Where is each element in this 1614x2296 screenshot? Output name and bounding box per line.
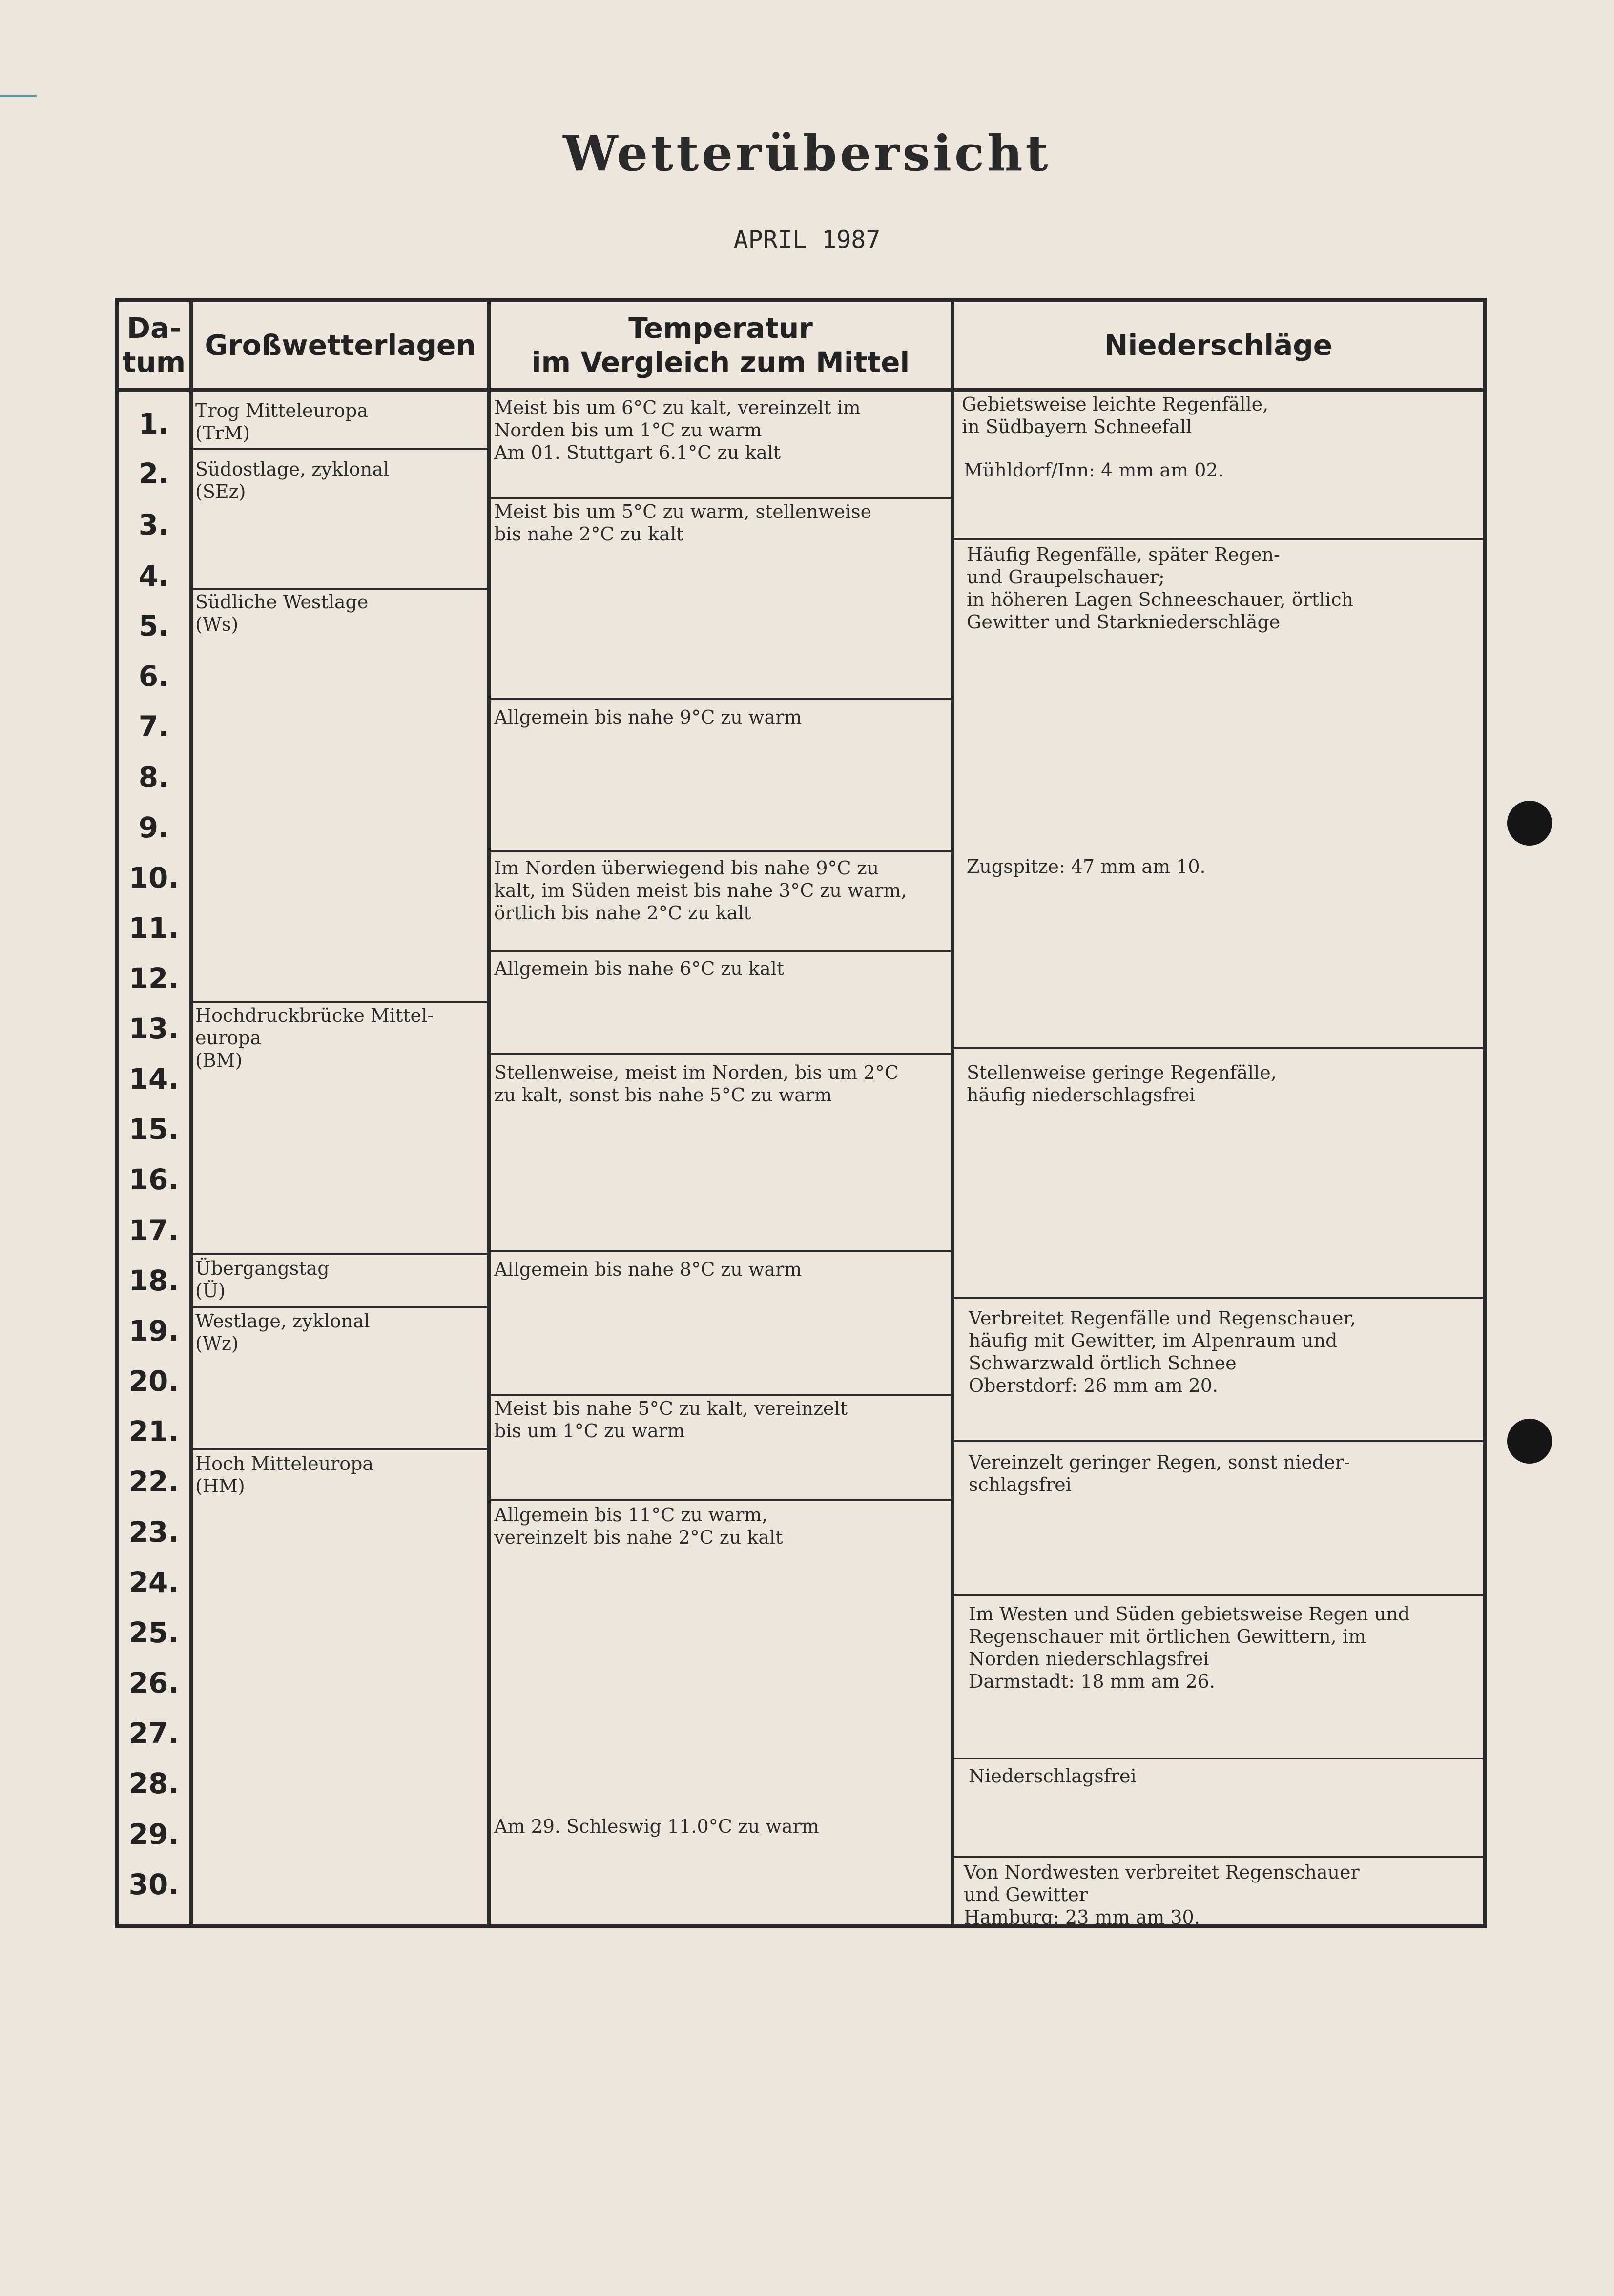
gross-entry-3: Südliche Westlage (Ws) (195, 591, 369, 635)
page-title: Wetterübersicht (563, 124, 1051, 182)
day-18: 18. (128, 1264, 179, 1297)
gross-sep-3 (193, 588, 487, 590)
day-13: 13. (128, 1012, 179, 1045)
day-10: 10. (128, 861, 179, 894)
temp-entry-9: Allgemein bis 11°C zu warm, vereinzelt bis nahe 2°C zu kalt (494, 1504, 783, 1548)
temp-entry-6: Stellenweise, meist im Norden, bis um 2°C zu kalt, sonst bis nahe 5°C zu warm (494, 1062, 899, 1106)
punch-hole-top (1507, 801, 1552, 846)
day-17: 17. (128, 1214, 179, 1247)
nieder-sep-8 (954, 1594, 1483, 1596)
temp-sep-5 (491, 950, 951, 952)
day-24: 24. (128, 1566, 179, 1599)
day-22: 22. (128, 1465, 179, 1498)
day-7: 7. (138, 710, 169, 743)
gross-sep-4 (193, 1001, 487, 1003)
header-grosswetterlagen: Großwetterlagen (205, 328, 476, 362)
margin-mark (0, 95, 37, 97)
day-26: 26. (128, 1666, 179, 1699)
temp-entry-7: Allgemein bis nahe 8°C zu warm (494, 1259, 802, 1280)
nieder-entry-3: Häufig Regenfälle, später Regen- und Graupelschauer; in höheren Lagen Schneeschauer, örtlich Gewitter und Starkniederschläge (967, 544, 1354, 633)
temp-entry-10: Am 29. Schleswig 11.0°C zu warm (494, 1816, 819, 1837)
gross-entry-5: Übergangstag (Ü) (195, 1258, 330, 1302)
day-23: 23. (128, 1515, 179, 1549)
temp-entry-4: Im Norden überwiegend bis nahe 9°C zu kalt, im Süden meist bis nahe 3°C zu warm, örtlich bis nahe 2°C zu kalt (494, 857, 907, 924)
day-21: 21. (128, 1415, 179, 1448)
gross-sep-7 (193, 1448, 487, 1450)
header-datum: Da- tum (122, 311, 186, 379)
day-4: 4. (138, 559, 169, 593)
nieder-sep-10 (954, 1856, 1483, 1858)
temp-sep-8 (491, 1394, 951, 1396)
gross-sep-2 (193, 448, 487, 450)
punch-hole-bottom (1507, 1419, 1552, 1464)
temp-sep-6 (491, 1053, 951, 1055)
day-14: 14. (128, 1062, 179, 1096)
day-30: 30. (128, 1868, 179, 1901)
day-9: 9. (138, 811, 169, 844)
day-29: 29. (128, 1818, 179, 1851)
temp-entry-3: Allgemein bis nahe 9°C zu warm (494, 706, 802, 728)
gross-entry-6: Westlage, zyklonal (Wz) (195, 1310, 370, 1354)
temp-sep-4 (491, 850, 951, 852)
header-rule (115, 388, 1487, 392)
temp-sep-2 (491, 497, 951, 499)
temp-sep-7 (491, 1250, 951, 1252)
day-19: 19. (128, 1314, 179, 1347)
day-11: 11. (128, 911, 179, 945)
day-16: 16. (128, 1163, 179, 1196)
gross-sep-6 (193, 1306, 487, 1308)
col-divider-3 (951, 298, 954, 1928)
temp-sep-9 (491, 1499, 951, 1501)
day-8: 8. (138, 761, 169, 794)
temp-sep-3 (491, 698, 951, 700)
day-28: 28. (128, 1767, 179, 1800)
temp-entry-2: Meist bis um 5°C zu warm, stellenweise bis nahe 2°C zu kalt (494, 501, 872, 545)
page-subtitle: APRIL 1987 (733, 226, 881, 254)
day-20: 20. (128, 1365, 179, 1398)
gross-entry-2: Südostlage, zyklonal (SEz) (195, 458, 390, 502)
gross-entry-7: Hoch Mitteleuropa (HM) (195, 1453, 374, 1497)
gross-entry-4: Hochdruckbrücke Mittel- europa (BM) (195, 1005, 434, 1071)
col-divider-2 (487, 298, 491, 1928)
header-temperatur: Temperatur im Vergleich zum Mittel (531, 311, 910, 379)
nieder-entry-6: Verbreitet Regenfälle und Regenschauer, häufig mit Gewitter, im Alpenraum und Schwarzwald örtlich Schnee Oberstdorf: 26 mm am 20. (969, 1307, 1356, 1396)
day-27: 27. (128, 1717, 179, 1750)
day-1: 1. (138, 407, 169, 440)
nieder-entry-7: Vereinzelt geringer Regen, sonst nieder- schlagsfrei (969, 1451, 1350, 1495)
nieder-entry-10: Von Nordwesten verbreitet Regenschauer und Gewitter Hamburg: 23 mm am 30. (964, 1862, 1360, 1928)
day-6: 6. (138, 660, 169, 693)
day-3: 3. (138, 508, 169, 541)
nieder-sep-9 (954, 1758, 1483, 1759)
day-2: 2. (138, 457, 169, 490)
temp-entry-5: Allgemein bis nahe 6°C zu kalt (494, 958, 785, 979)
temp-entry-8: Meist bis nahe 5°C zu kalt, vereinzelt bis um 1°C zu warm (494, 1398, 848, 1442)
temp-entry-1: Meist bis um 6°C zu kalt, vereinzelt im Norden bis um 1°C zu warm Am 01. Stuttgart 6.1°C zu kalt (494, 397, 861, 463)
nieder-entry-5: Stellenweise geringe Regenfälle, häufig niederschlagsfrei (967, 1062, 1277, 1106)
day-15: 15. (128, 1113, 179, 1146)
nieder-entry-1: Gebietsweise leichte Regenfälle, in Südbayern Schneefall (962, 393, 1269, 437)
nieder-sep-7 (954, 1440, 1483, 1442)
day-12: 12. (128, 962, 179, 995)
nieder-sep-3 (954, 538, 1483, 540)
day-5: 5. (138, 609, 169, 642)
day-25: 25. (128, 1616, 179, 1649)
gross-sep-5 (193, 1253, 487, 1255)
nieder-entry-9: Niederschlagsfrei (969, 1765, 1137, 1787)
gross-entry-1: Trog Mitteleuropa (TrM) (195, 400, 369, 444)
nieder-entry-4: Zugspitze: 47 mm am 10. (967, 856, 1206, 877)
nieder-sep-6 (954, 1297, 1483, 1299)
nieder-entry-2: Mühldorf/Inn: 4 mm am 02. (964, 459, 1224, 481)
header-niederschlaege: Niederschläge (1104, 328, 1333, 362)
nieder-entry-8: Im Westen und Süden gebietsweise Regen und Regenschauer mit örtlichen Gewittern, im Norden niederschlagsfrei Darmstadt: 18 mm am 26. (969, 1603, 1410, 1692)
nieder-sep-5 (954, 1047, 1483, 1049)
